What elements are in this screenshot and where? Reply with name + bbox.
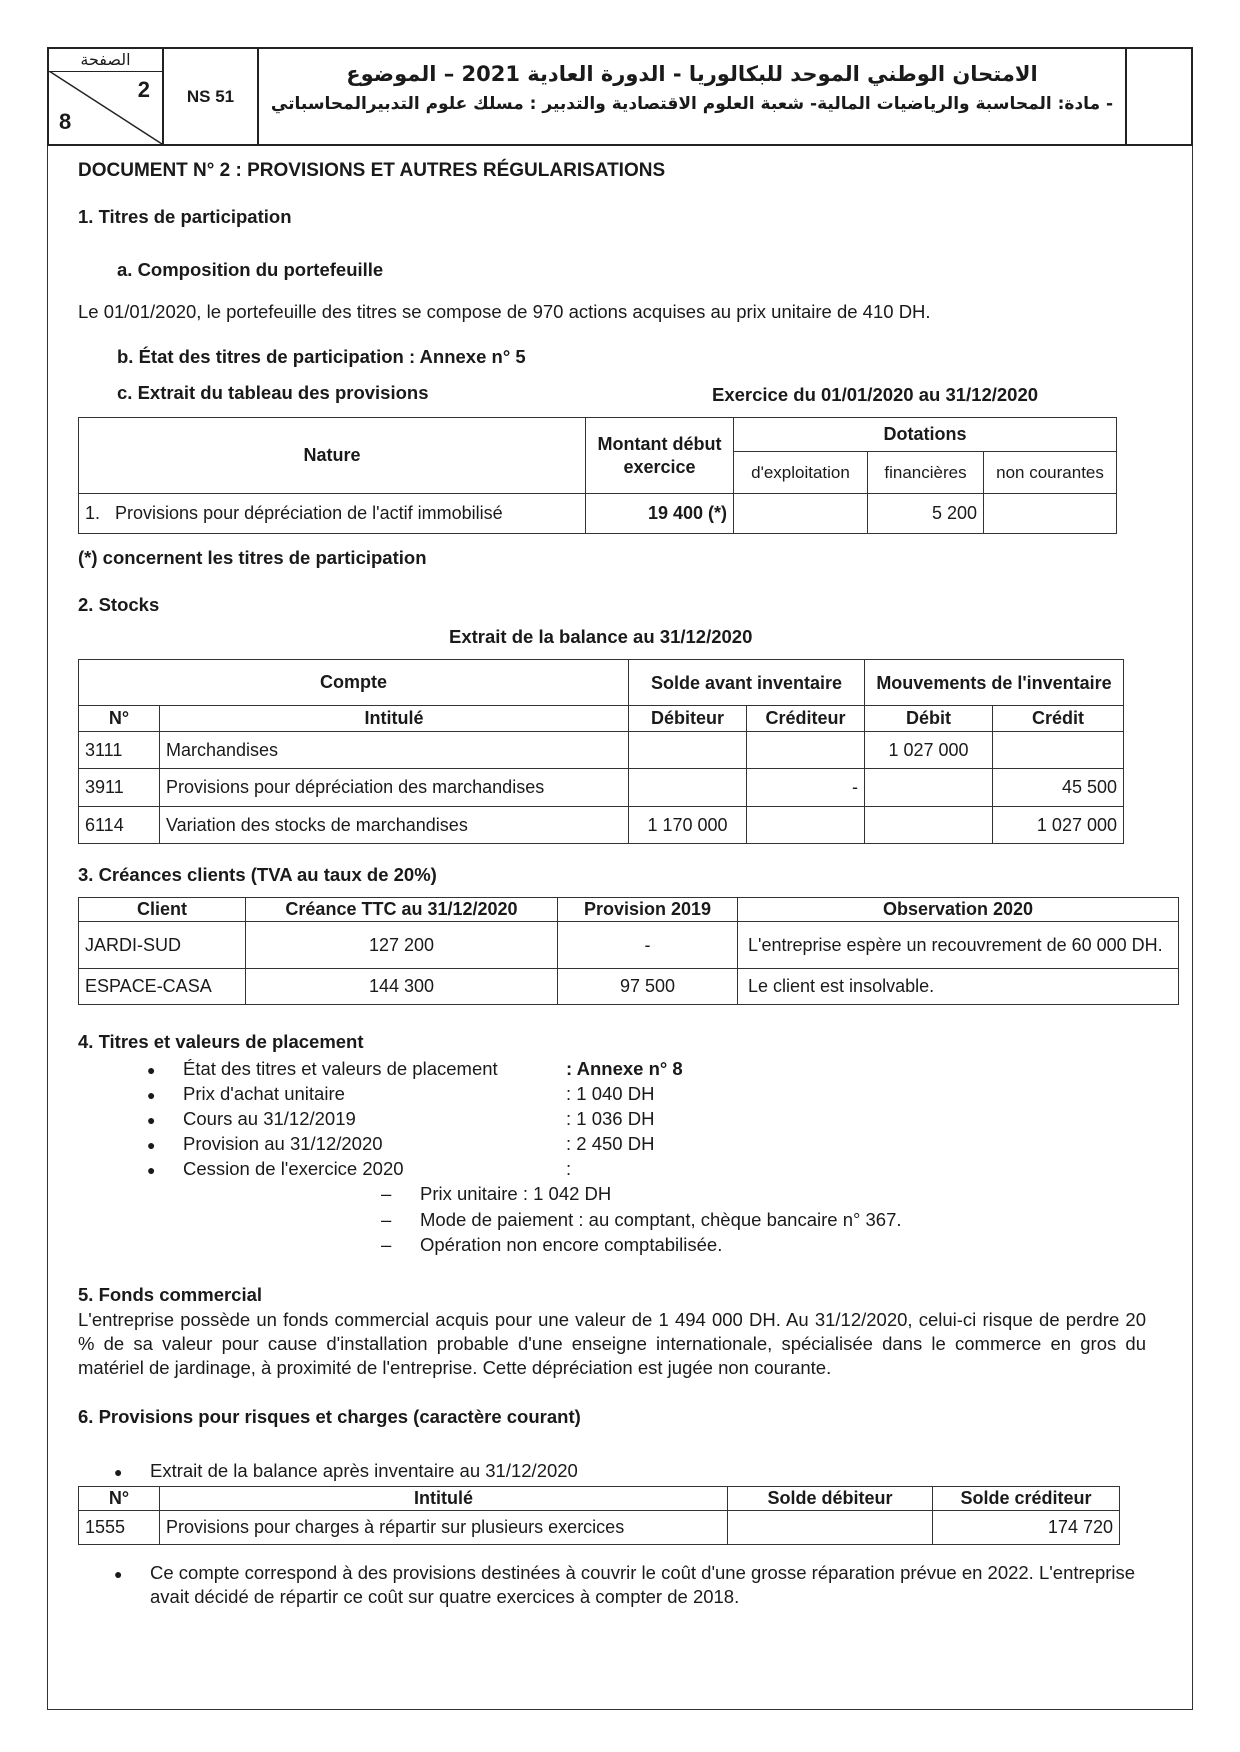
cell-debiteur: 1 170 000 [629,807,747,844]
th-montant: Montant début exercice [586,418,734,494]
th-client: Client [79,898,246,922]
cell-debiteur [629,769,747,807]
cell-observation: Le client est insolvable. [738,969,1179,1005]
page-total: 8 [59,109,72,134]
cell-intitule: Marchandises [160,732,629,769]
th-solde-debiteur: Solde débiteur [728,1487,933,1511]
page-number-box [49,49,164,144]
document-title: DOCUMENT N° 2 : PROVISIONS ET AUTRES RÉGULARISATIONS [78,160,666,181]
bullet-icon: ● [147,1112,156,1128]
th-compte: Compte [79,660,629,706]
th-credit: Crédit [993,706,1124,732]
th-intitule: Intitulé [160,1487,728,1511]
cell-observation: L'entreprise espère un recouvrement de 60 000 DH. [738,922,1179,969]
balance-table [78,1486,1120,1545]
bullet-icon: ● [147,1162,156,1178]
table-row [79,1511,1120,1545]
table-note: (*) concernent les titres de participation [78,547,427,568]
section-1-title: 1. Titres de participation [78,206,292,227]
th-observation: Observation 2020 [738,898,1179,922]
table-row [79,969,1179,1005]
row-financieres: 5 200 [868,494,984,534]
s4-item-value: : Annexe n° 8 [566,1058,683,1079]
section-5-title: 5. Fonds commercial [78,1284,263,1305]
row-non-courantes [984,494,1117,534]
stocks-table [78,659,1124,844]
cell-solde-debiteur [728,1511,933,1545]
cell-creance: 127 200 [246,922,558,969]
section-1b-title: b. État des titres de participation : Annexe n° 5 [117,346,526,367]
section-6-bullet2: Ce compte correspond à des provisions destinées à couvrir le coût d'une grosse réparation prévue en 2022. L'entreprise avait décidé de répartir ce coût sur quatre exercices à compter de 2018. [150,1562,1136,1607]
table-row [79,922,1179,969]
th-provision-2019: Provision 2019 [558,898,738,922]
bullet-icon: ● [147,1087,156,1103]
section-3-title: 3. Créances clients (TVA au taux de 20%) [78,864,437,885]
cell-creance: 144 300 [246,969,558,1005]
section-6-bullet1: Extrait de la balance après inventaire au 31/12/2020 [150,1460,578,1481]
th-financieres: financières [868,452,984,494]
row-num: 1. [85,503,101,523]
s4-item-label: Cession de l'exercice 2020 [183,1158,404,1179]
dash-icon: – [381,1234,392,1255]
page-current: 2 [137,77,150,102]
s4-item-label: État des titres et valeurs de placement [183,1058,498,1079]
cell-credit: 45 500 [993,769,1124,807]
cell-provision: 97 500 [558,969,738,1005]
s4-item-label: Provision au 31/12/2020 [183,1133,383,1154]
section-2-title: 2. Stocks [78,594,160,615]
row-exploitation [734,494,868,534]
th-nature: Nature [79,418,586,494]
th-solde-crediteur: Solde créditeur [933,1487,1120,1511]
dash-icon: – [381,1183,392,1204]
th-non-courantes: non courantes [984,452,1117,494]
creances-table [78,897,1179,1005]
cell-client: JARDI-SUD [79,922,246,969]
cell-debit: 1 027 000 [865,732,993,769]
th-exploitation: d'exploitation [734,452,868,494]
th-dotations: Dotations [734,418,1117,452]
exam-title [259,49,1127,144]
th-creance: Créance TTC au 31/12/2020 [246,898,558,922]
cell-intitule: Provisions pour charges à répartir sur plusieurs exercices [160,1511,728,1545]
section-5-text: L'entreprise possède un fonds commercial acquis pour une valeur de 1 494 000 DH. Au 31/12/2020, celui-ci risque de perdre 20 % de sa valeur pour cause d'installation probable d'une enseigne internationale, spécialisée dans le commerce en gros du matériel de jardinage, à proximité de l'entreprise. Cette dépréciation est jugée non courante. [78,1309,1146,1378]
bullet-icon: ● [147,1137,156,1153]
section-1c-period: Exercice du 01/01/2020 au 31/12/2020 [712,384,1039,405]
s4-item-label: Prix d'achat unitaire [183,1083,345,1104]
bullet-icon: ● [114,1464,123,1480]
cell-crediteur [747,807,865,844]
cell-debiteur [629,732,747,769]
cell-no: 1555 [79,1511,160,1545]
section-6-title: 6. Provisions pour risques et charges (caractère courant) [78,1406,581,1427]
cell-no: 6114 [79,807,160,844]
s4-subitem: Prix unitaire : 1 042 DH [420,1183,612,1204]
table-row [79,494,1117,534]
s4-item-value: : 2 450 DH [566,1133,655,1154]
dash-icon: – [381,1209,392,1230]
th-debit: Débit [865,706,993,732]
cell-debit [865,807,993,844]
cell-intitule: Provisions pour dépréciation des marchandises [160,769,629,807]
table-row [79,732,1124,769]
row-label-cell [79,494,586,534]
th-mouvements: Mouvements de l'inventaire [865,660,1124,706]
provisions-table [78,417,1117,534]
cell-no: 3911 [79,769,160,807]
s4-subitem: Opération non encore comptabilisée. [420,1234,723,1255]
section-1c-title: c. Extrait du tableau des provisions [117,382,429,403]
bullet-icon: ● [114,1566,123,1582]
th-no: N° [79,1487,160,1511]
row-label: Provisions pour dépréciation de l'actif immobilisé [115,503,503,523]
th-no: N° [79,706,160,732]
cell-provision: - [558,922,738,969]
exam-code: NS 51 [164,49,259,144]
th-crediteur: Créditeur [747,706,865,732]
s4-subitem: Mode de paiement : au comptant, chèque bancaire n° 367. [420,1209,902,1230]
cell-crediteur [747,732,865,769]
table-row [79,769,1124,807]
cell-credit [993,732,1124,769]
th-debiteur: Débiteur [629,706,747,732]
section-2-subtitle: Extrait de la balance au 31/12/2020 [449,626,753,647]
blank-box [1127,49,1191,144]
exam-title-line2: - مادة: المحاسبة والرياضيات المالية- شعبة العلوم الاقتصادية والتدبير : مسلك علوم التدبيرالمحاسباتي [270,94,1114,114]
th-solde: Solde avant inventaire [629,660,865,706]
th-intitule: Intitulé [160,706,629,732]
cell-client: ESPACE-CASA [79,969,246,1005]
s4-item-value: : 1 036 DH [566,1108,655,1129]
exam-title-line1: الامتحان الوطني الموحد للبكالوريا - الدورة العادية 2021 – الموضوع [346,62,1038,86]
cell-credit: 1 027 000 [993,807,1124,844]
cell-no: 3111 [79,732,160,769]
section-1a-title: a. Composition du portefeuille [117,259,384,280]
cell-intitule: Variation des stocks de marchandises [160,807,629,844]
page-label: الصفحة [49,49,162,72]
cell-debit [865,769,993,807]
s4-item-value: : 1 040 DH [566,1083,655,1104]
section-4-title: 4. Titres et valeurs de placement [78,1031,364,1052]
table-row [79,807,1124,844]
s4-item-value: : [566,1158,572,1179]
row-montant: 19 400 (*) [586,494,734,534]
cell-crediteur: - [747,769,865,807]
cell-solde-crediteur: 174 720 [933,1511,1120,1545]
s4-item-label: Cours au 31/12/2019 [183,1108,356,1129]
exam-header [47,47,1193,146]
bullet-icon: ● [147,1062,156,1078]
section-1a-text: Le 01/01/2020, le portefeuille des titres se compose de 970 actions acquises au prix unitaire de 410 DH. [78,301,931,322]
